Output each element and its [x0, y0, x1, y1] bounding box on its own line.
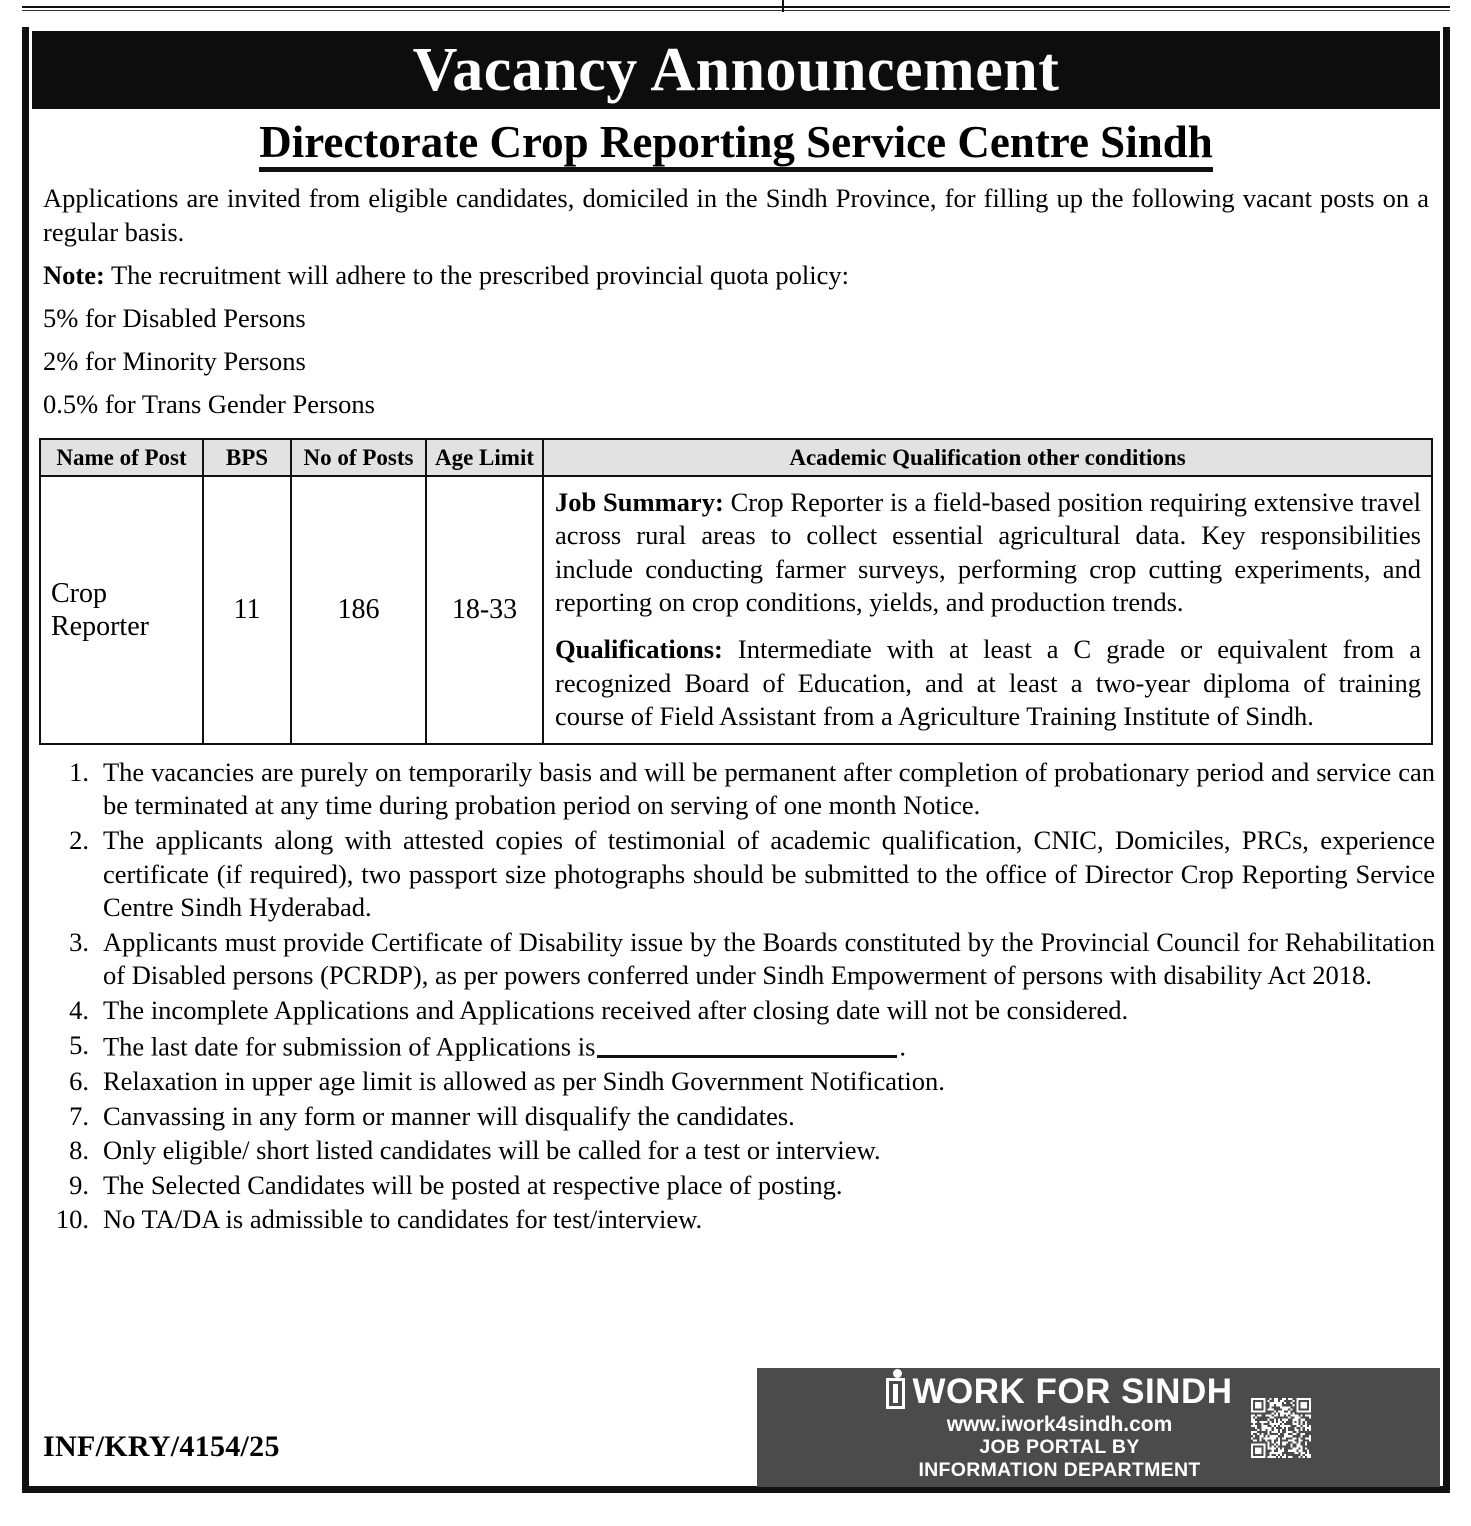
note-text: The recruitment will adhere to the prescribed provincial quota policy: — [110, 260, 850, 291]
note-label: Note: — [43, 260, 105, 291]
department-subtitle: Directorate Crop Reporting Service Centre Sindh — [259, 119, 1213, 172]
qualifications-text: Intermediate with at least a C grade or equivalent from a recognized Board of Education, and at least a two-year diploma of training course of Field Assistant from a Agriculture Training Institute of Sindh. — [555, 634, 1421, 732]
condition-item-2: The applicants along with attested copies of testimonial of academic qualification, CNIC, Domiciles, PRCs, experience certificate (if required), two passport size photographs should be submitted to the office of Director Crop Reporting Service Centre Sindh Hyderabad. — [103, 824, 1435, 923]
quota-disabled: 5% for Disabled Persons — [43, 302, 306, 333]
condition-item-6: Relaxation in upper age limit is allowed as per Sindh Government Notification. — [103, 1065, 945, 1096]
job-summary-text: Crop Reporter is a field-based position requiring extensive travel across rural areas to collect essential agricultural data. Key responsibilities include conducting farmer surveys, performing crop cutting experiments, and reporting on crop conditions, yields, and production trends. — [555, 486, 1422, 618]
table-header-row — [40, 439, 1432, 476]
intro-paragraph: Applications are invited from eligible candidates, domiciled in the Sindh Province, for filling up the following vacant posts on a regular basis. — [43, 183, 1429, 248]
page-edge-artifact — [22, 6, 1450, 12]
qr-code-icon[interactable] — [1251, 1398, 1311, 1458]
note-paragraph — [43, 259, 1429, 293]
subtitle-container — [29, 119, 1443, 172]
cell-name-of-post: Crop Reporter — [40, 476, 203, 744]
last-date-blank-field[interactable] — [597, 1029, 897, 1059]
condition-item-5-suffix: . — [899, 1031, 907, 1062]
vacancy-announcement-advertisement — [22, 27, 1450, 1493]
page-edge-tick-mark — [782, 0, 784, 12]
portal-line-1: JOB PORTAL BY — [979, 1436, 1140, 1458]
iwork4sindh-brand-banner — [757, 1368, 1440, 1487]
title-banner — [32, 31, 1440, 109]
body-content — [29, 182, 1443, 421]
condition-item-7: Canvassing in any form or manner will disqualify the candidates. — [103, 1100, 795, 1131]
condition-item-5 — [37, 1029, 1435, 1064]
condition-item-5-text: The last date for submission of Applications is — [103, 1031, 596, 1062]
page-edge-rule-bottom — [22, 10, 1450, 11]
condition-item-1: The vacancies are purely on temporarily basis and will be permanent after completion of probationary period and service can be terminated at any time during probation period on serving of one month Notice. — [103, 756, 1435, 821]
quota-transgender: 0.5% for Trans Gender Persons — [43, 388, 375, 419]
cell-academic-qualification — [543, 476, 1432, 744]
condition-item-8: Only eligible/ short listed candidates will be called for a test or interview. — [103, 1135, 881, 1166]
column-header-age-limit: Age Limit — [426, 439, 543, 476]
column-header-academic-qualification: Academic Qualification other conditions — [543, 439, 1432, 476]
table-row — [40, 476, 1432, 744]
quota-minority: 2% for Minority Persons — [43, 345, 306, 376]
brand-url: www.iwork4sindh.com — [946, 1412, 1173, 1436]
vacancy-table — [39, 438, 1433, 745]
brand-name-line — [886, 1374, 1232, 1410]
brand-text-block — [886, 1372, 1232, 1483]
condition-item-10: No TA/DA is admissible to candidates for test/interview. — [103, 1204, 703, 1235]
job-summary-paragraph — [555, 486, 1421, 620]
brand-name-text: WORK FOR SINDH — [912, 1372, 1233, 1412]
cell-bps: 11 — [203, 476, 291, 744]
page-title: Vacancy Announcement — [412, 36, 1060, 104]
portal-line-2: INFORMATION DEPARTMENT — [918, 1459, 1201, 1482]
job-summary-label: Job Summary: — [555, 486, 724, 517]
page-edge-rule-top — [22, 6, 1450, 8]
cell-age-limit: 18-33 — [426, 476, 543, 744]
reference-code: INF/KRY/4154/25 — [43, 1430, 280, 1463]
condition-item-4: The incomplete Applications and Applications received after closing date will not be considered. — [103, 995, 1129, 1026]
footer — [29, 1368, 1443, 1490]
qualifications-paragraph — [555, 633, 1421, 733]
qualifications-label: Qualifications: — [555, 634, 723, 665]
column-header-name-of-post: Name of Post — [40, 439, 203, 476]
condition-item-3: Applicants must provide Certificate of Disability issue by the Boards constituted by the Provincial Council for Rehabilitation of Disabled persons (PCRDP), as per powers conferred under Sindh Empowerment of persons with disability Act 2018. — [103, 926, 1435, 991]
conditions-list — [37, 756, 1435, 1237]
person-i-logo-icon — [886, 1375, 905, 1409]
condition-item-9: The Selected Candidates will be posted at respective place of posting. — [103, 1169, 843, 1200]
column-header-bps: BPS — [203, 439, 291, 476]
column-header-no-of-posts: No of Posts — [291, 439, 426, 476]
cell-no-of-posts: 186 — [291, 476, 426, 744]
